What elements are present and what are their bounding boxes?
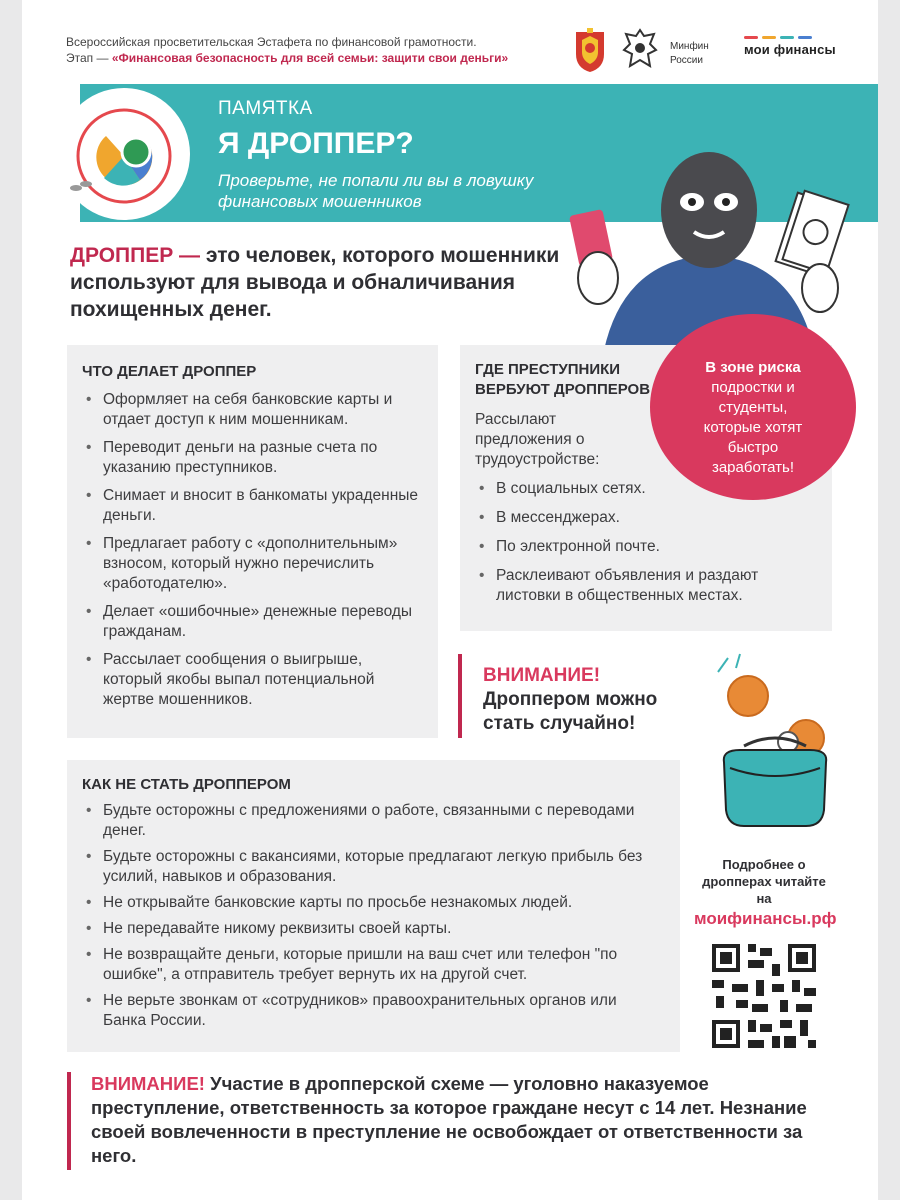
page-subtitle: Проверьте, не попали ли вы в ловушку финансовых мошенников <box>218 171 534 211</box>
what-dropper-does-card <box>67 345 438 738</box>
page-title: Я ДРОППЕР? <box>218 127 414 160</box>
list-item: • Оформляет на себя банковские карты и отдает доступ к ним мошенникам. <box>82 390 418 430</box>
legal-warning-text: Участие в дропперской схеме — уголовно наказуемое преступление, ответственность за которое граждане несут с 14 лет. Незнание своей вовлеченности в преступление не освобождает от ответственности за него. <box>91 1073 807 1166</box>
more-info-text: Подробнее о дропперах читайте на <box>702 857 826 906</box>
definition-text: это человек, которого мошенники используют для вывода и обналичивания похищенных денег. <box>70 244 560 321</box>
definition-term: ДРОППЕР — <box>70 244 201 267</box>
estafeta-logo-icon <box>40 84 200 224</box>
moi-finansy-logo <box>744 36 836 57</box>
qr-code[interactable] <box>708 940 820 1052</box>
masked-dropper-illustration <box>564 140 854 350</box>
risk-text: подростки и студенты, которые хотят быстро заработать! <box>703 379 803 476</box>
list-item: • По электронной почте. <box>475 537 818 557</box>
brand-name: мои финансы <box>744 42 836 57</box>
what-dropper-does-list <box>82 390 418 710</box>
attention-label: ВНИМАНИЕ! <box>483 665 601 686</box>
how-not-title: КАК НЕ СТАТЬ ДРОППЕРОМ <box>82 776 291 793</box>
list-item: • В мессенджерах. <box>475 508 818 528</box>
list-item: • Не открывайте банковские карты по просьбе незнакомых людей. <box>82 893 660 913</box>
list-item: • В социальных сетях. <box>475 479 818 499</box>
list-item: • Расклеивают объявления и раздают листовки в общественных местах. <box>475 566 818 606</box>
header-line2 <box>66 50 508 66</box>
attention-text: Дроппером можно стать случайно! <box>483 689 658 734</box>
list-item: • Снимает и вносит в банкоматы украденные деньги. <box>82 486 418 526</box>
attention-callout <box>458 654 688 738</box>
list-item: • Переводит деньги на разные счета по указанию преступников. <box>82 438 418 478</box>
minfin-emblem-icon <box>620 26 660 74</box>
header-line2-prefix: Этап — <box>66 51 112 65</box>
minfin-line1: Минфин <box>670 41 709 52</box>
dropper-definition <box>70 242 570 323</box>
list-item: • Делает «ошибочные» денежные переводы гражданам. <box>82 602 418 642</box>
legal-warning <box>67 1072 827 1170</box>
risk-zone-bubble <box>650 314 856 500</box>
where-recruit-title: ГДЕ ПРЕСТУПНИКИ ВЕРБУЮТ ДРОППЕРОВ <box>475 361 651 398</box>
what-dropper-does-title: ЧТО ДЕЛАЕТ ДРОППЕР <box>82 363 257 380</box>
list-item: • Не возвращайте деньги, которые пришли на ваш счет или телефон "по ошибке", а отправитель требует вернуть их на другой счет. <box>82 945 660 985</box>
where-recruit-intro: Рассылают предложения о трудоустройстве: <box>475 411 600 468</box>
risk-title: В зоне риска <box>705 359 801 376</box>
list-item: • Рассылает сообщения о выигрыше, который якобы выпал потенциальной жертве мошенников. <box>82 650 418 710</box>
list-item: • Будьте осторожны с вакансиями, которые предлагают легкую прибыль без усилий, навыков и образования. <box>82 847 660 887</box>
header-line2-highlight: «Финансовая безопасность для всей семьи: защити свои деньги» <box>111 51 509 65</box>
legal-warning-label: ВНИМАНИЕ! <box>91 1073 205 1094</box>
poster-sheet <box>22 0 878 1200</box>
list-item: • Предлагает работу с «дополнительным» взносом, который нужно перечислить «работодателю». <box>82 534 418 594</box>
list-item: • Не верьте звонкам от «сотрудников» правоохранительных органов или Банка России. <box>82 991 660 1031</box>
memo-label: ПАМЯТКА <box>218 98 313 119</box>
header-line1: Всероссийская просветительская Эстафета по финансовой грамотности. <box>66 35 477 49</box>
wallet-coins-icon <box>710 650 840 830</box>
russia-coat-of-arms-icon <box>570 26 610 74</box>
list-item: • Будьте осторожны с предложениями о работе, связанными с переводами денег. <box>82 801 660 841</box>
list-item: • Не передавайте никому реквизиты своей карты. <box>82 919 660 939</box>
how-not-to-become-card <box>67 760 680 1052</box>
how-not-list <box>82 801 660 1031</box>
moi-finansy-link[interactable]: моифинансы.рф <box>694 909 837 928</box>
more-info <box>694 856 837 928</box>
brand-bars-icon <box>744 36 836 39</box>
minfin-line2: России <box>670 55 703 66</box>
minfin-text <box>670 40 709 68</box>
header-text <box>66 34 508 66</box>
